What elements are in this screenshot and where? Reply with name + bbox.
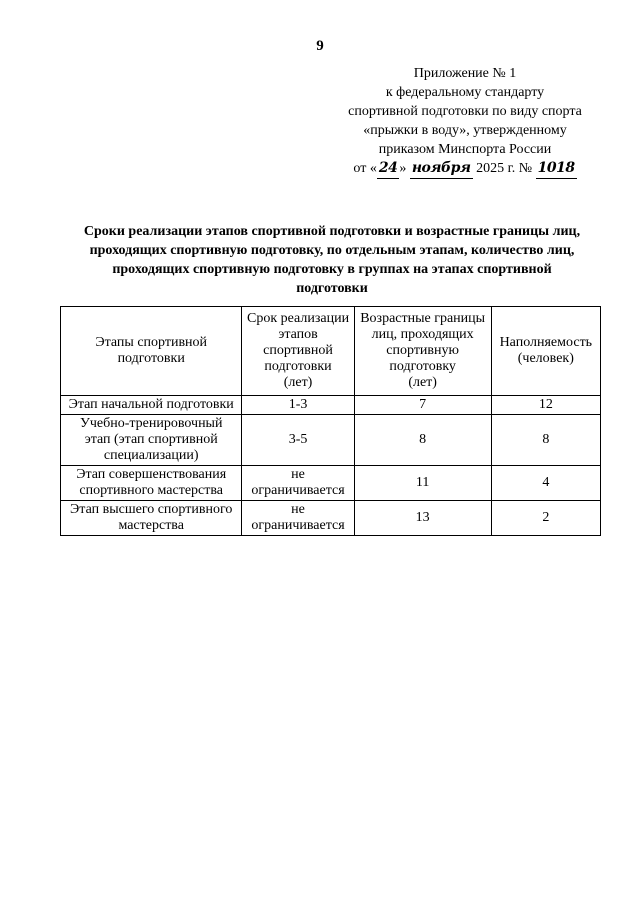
appendix-line: «прыжки в воду», утвержденному xyxy=(363,123,567,138)
cell-text: ограничивается xyxy=(251,518,345,533)
header-age-limits xyxy=(354,307,491,396)
header-text: подготовку xyxy=(389,359,456,374)
header-group-size xyxy=(491,307,600,396)
title-line: проходящих спортивную подготовку, по отдельным этапам, количество лиц, xyxy=(89,243,575,258)
group-size-cell: 2 xyxy=(491,501,600,536)
header-text: этапов xyxy=(278,327,318,342)
table-header-row xyxy=(61,307,601,396)
cell-text: 1-3 xyxy=(288,397,308,412)
group-size-cell: 4 xyxy=(491,466,600,501)
order-prefix: от « xyxy=(353,161,377,176)
header-text: спортивной xyxy=(263,343,333,358)
age-cell: 11 xyxy=(354,466,491,501)
appendix-block xyxy=(330,64,600,179)
cell-text: специализации) xyxy=(103,448,199,463)
header-text: (человек) xyxy=(517,351,574,366)
appendix-line: к федеральному стандарту xyxy=(385,85,545,100)
header-text: Возрастные границы xyxy=(360,311,486,326)
cell-text: не xyxy=(291,502,305,517)
appendix-line: спортивной подготовки по виду спорта xyxy=(348,104,582,119)
duration-cell xyxy=(242,415,354,466)
table-row xyxy=(61,396,601,415)
document-title xyxy=(62,222,602,298)
age-cell: 7 xyxy=(354,396,491,415)
stages-table xyxy=(60,306,601,536)
cell-text: мастерства xyxy=(118,518,184,533)
stage-cell xyxy=(61,466,242,501)
cell-text: Этап начальной подготовки xyxy=(68,397,234,412)
stage-cell xyxy=(61,415,242,466)
cell-text: Этап совершенствования xyxy=(76,467,227,482)
header-text: подготовки xyxy=(117,351,185,366)
header-text: подготовки xyxy=(264,359,332,374)
appendix-line: Приложение № 1 xyxy=(413,66,517,81)
order-month-handwritten: ноября xyxy=(410,159,473,179)
group-size-cell: 12 xyxy=(491,396,600,415)
duration-cell xyxy=(242,466,354,501)
cell-text: Этап высшего спортивного xyxy=(70,502,233,517)
age-cell: 8 xyxy=(354,415,491,466)
title-line: Сроки реализации этапов спортивной подготовки и возрастные границы лиц, xyxy=(83,224,581,239)
cell-text: Учебно-тренировочный xyxy=(79,416,223,431)
header-text: (лет) xyxy=(283,375,313,390)
header-text: лиц, проходящих xyxy=(371,327,474,342)
stage-cell xyxy=(61,501,242,536)
order-year: 2025 г. № xyxy=(476,161,533,176)
title-line: подготовки xyxy=(296,281,368,296)
stage-cell xyxy=(61,396,242,415)
group-size-cell: 8 xyxy=(491,415,600,466)
table-row xyxy=(61,501,601,536)
header-text: Наполняемость xyxy=(499,335,593,350)
cell-text: не xyxy=(291,467,305,482)
duration-cell xyxy=(242,501,354,536)
table-row xyxy=(61,415,601,466)
header-stages xyxy=(61,307,242,396)
order-mid: » xyxy=(399,161,407,176)
header-text: (лет) xyxy=(408,375,437,390)
cell-text: 3-5 xyxy=(288,432,308,447)
cell-text: ограничивается xyxy=(251,483,345,498)
age-cell: 13 xyxy=(354,501,491,536)
cell-text: этап (этап спортивной xyxy=(84,432,218,447)
order-day-handwritten: 24 xyxy=(377,159,399,179)
header-duration xyxy=(242,307,354,396)
order-number-handwritten: 1018 xyxy=(536,159,577,179)
header-text: спортивную xyxy=(386,343,459,358)
header-text: Срок реализации xyxy=(247,311,350,326)
title-line: проходящих спортивную подготовку в группах на этапах спортивной xyxy=(112,262,552,277)
duration-cell xyxy=(242,396,354,415)
appendix-line: приказом Минспорта России xyxy=(378,142,552,157)
table-row xyxy=(61,466,601,501)
header-text: Этапы спортивной xyxy=(95,335,208,350)
order-reference xyxy=(330,159,600,179)
cell-text: спортивного мастерства xyxy=(79,483,224,498)
page-number: 9 xyxy=(316,38,324,54)
